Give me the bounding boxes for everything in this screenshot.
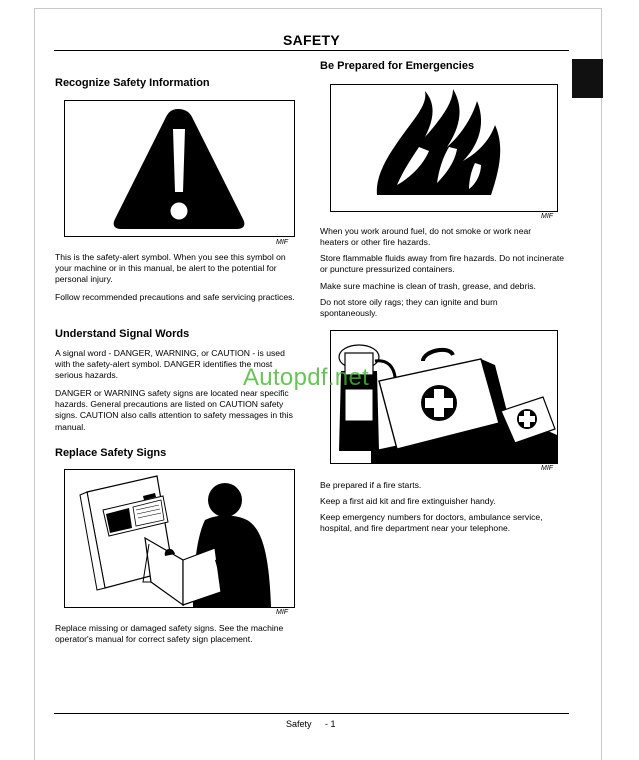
figure-label: MIF [541, 465, 554, 472]
heading-be-prepared-for-emergencies: Be Prepared for Emergencies [320, 60, 475, 72]
figure-label: MIF [276, 239, 289, 246]
watermark-text: Autopdf.net [243, 364, 370, 391]
footer-rule [54, 713, 569, 714]
safety-alert-triangle-icon [65, 101, 294, 236]
paragraph: Replace missing or damaged safety signs. See the machine operator's manual for correct safety sign placement. [55, 623, 284, 645]
title-rule [54, 50, 569, 51]
footer-page-number: - 1 [325, 719, 336, 729]
first-aid-figure [330, 330, 558, 464]
heading-recognize-safety-information: Recognize Safety Information [55, 77, 210, 89]
paragraph: Make sure machine is clean of trash, grease, and debris. [320, 281, 536, 291]
heading-understand-signal-words: Understand Signal Words [55, 328, 190, 340]
paragraph: This is the safety-alert symbol. When you see this symbol on your machine or in this manual, be alert to the potential for personal injury. [55, 252, 286, 285]
page-title: SAFETY [282, 32, 341, 48]
first-aid-kit-and-extinguisher-icon [331, 331, 557, 463]
flames-icon [331, 85, 557, 211]
paragraph: Be prepared if a fire starts. [320, 480, 422, 490]
paragraph: Do not store oily rags; they can ignite and burn spontaneously. [320, 297, 498, 319]
person-reading-manual-icon [65, 470, 294, 607]
figure-label: MIF [276, 609, 289, 616]
paragraph: Store flammable fluids away from fire hazards. Do not incinerate or puncture pressurized containers. [320, 253, 565, 275]
footer-section: Safety [286, 719, 312, 729]
safety-alert-figure [64, 100, 295, 237]
paragraph: DANGER or WARNING safety signs are located near specific hazards. General precautions are listed on CAUTION safety signs. CAUTION also calls attention to safety messages in this manual. [55, 388, 293, 432]
heading-replace-safety-signs: Replace Safety Signs [55, 447, 167, 459]
paragraph: Keep emergency numbers for doctors, ambulance service, hospital, and fire department near your telephone. [320, 512, 543, 534]
paragraph: Follow recommended precautions and safe servicing practices. [55, 292, 295, 302]
flames-figure [330, 84, 558, 212]
section-tab-marker [572, 59, 603, 98]
replace-signs-figure [64, 469, 295, 608]
paragraph: Keep a first aid kit and fire extinguisher handy. [320, 496, 496, 506]
paragraph: When you work around fuel, do not smoke or work near heaters or other fire hazards. [320, 226, 532, 248]
paragraph: A signal word - DANGER, WARNING, or CAUTION - is used with the safety-alert symbol. DANGER identifies the most serious hazards. [55, 348, 285, 381]
figure-label: MIF [541, 213, 554, 220]
